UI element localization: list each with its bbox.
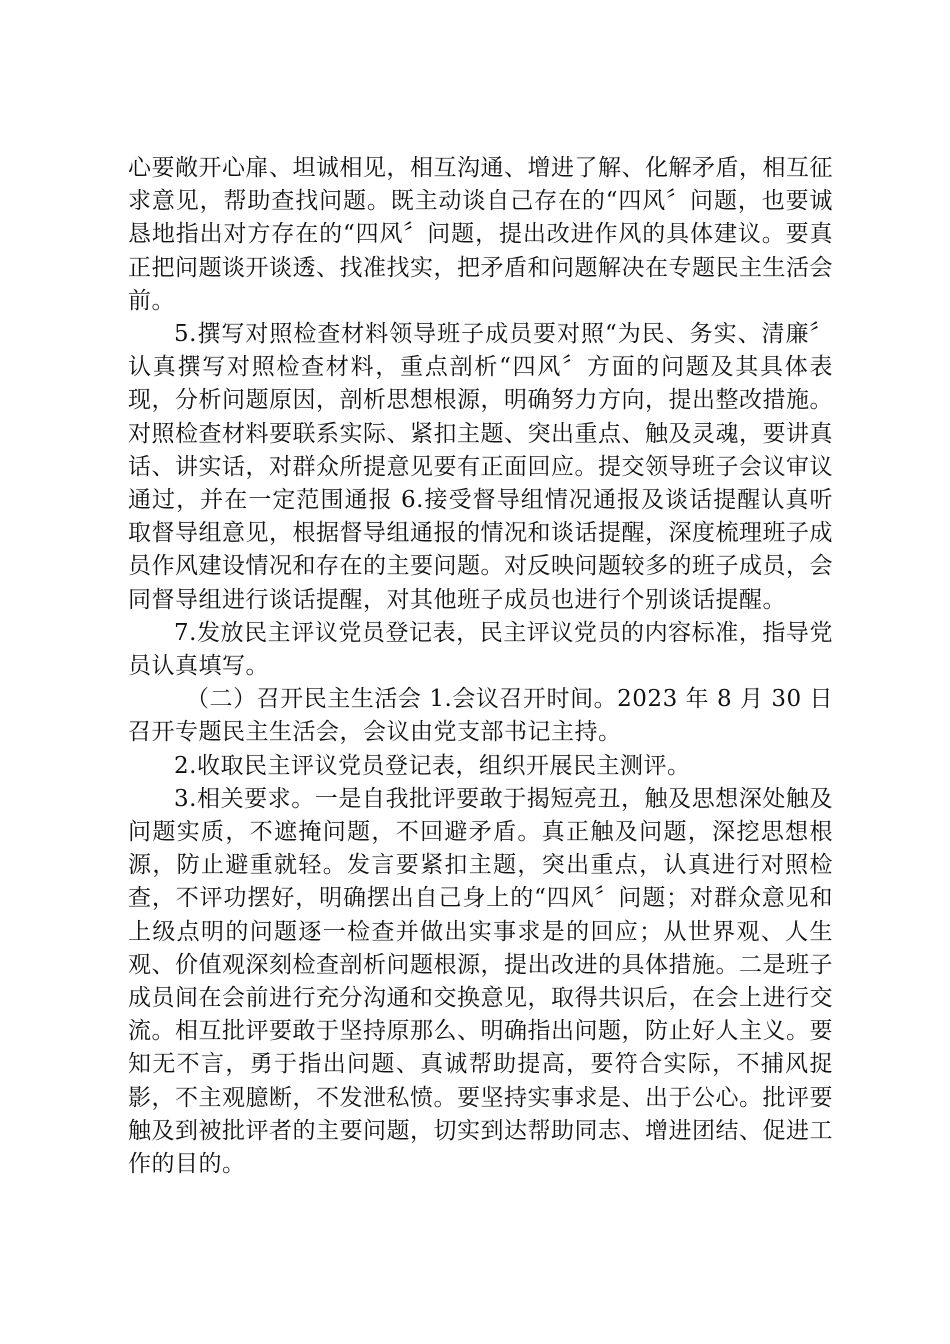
paragraph-item-7: 7.发放民主评议党员登记表，民主评议党员的内容标准，指导党员认真填写。: [128, 619, 833, 680]
paragraph-item-5: 5.撰写对照检查材料领导班子成员要对照“为民、务实、清廉〞认真撰写对照检查材料，重点剖析“四风〞方面的问题及其具体表现，分析问题原因，剖析思想根源，明确努力方向，提出整改措施。对照检查材料要联系实际、紧扣主题、突出重点、触及灵魂，要讲真话、讲实话，对群众所提意见要有正面回应。提交领导班子会议审议通过，并在一定范围通报 6.接受督导组情况通报及谈话提醒认真听取督导组意见，根据督导组通报的情况和谈话提醒，深度梳理班子成员作风建设情况和存在的主要问题。对反映问题较多的班子成员，会同督导组进行谈话提醒，对其他班子成员也进行个别谈话提醒。: [128, 321, 833, 613]
paragraph-section-2: （二）召开民主生活会 1.会议召开时间。2023 年 8 月 30 日召开专题民主生活会，会议由党支部书记主持。: [128, 686, 833, 746]
document-body: [128, 152, 833, 1181]
paragraph-item-2: 2.收取民主评议党员登记表，组织开展民主测评。: [174, 752, 691, 779]
paragraph-item-3: 3.相关要求。一是自我批评要敢于揭短亮丑，触及思想深处触及问题实质，不遮掩问题，不回避矛盾。真正触及问题，深挖思想根源，防止避重就轻。发言要紧扣主题，突出重点，认真进行对照检查，不评功摆好，明确摆出自己身上的“四风〞问题；对群众意见和上级点明的问题逐一检查并做出实事求是的回应；从世界观、人生观、价值观深刻检查剖析问题根源，提出改进的具体措施。二是班子成员间在会前进行充分沟通和交换意见，取得共识后，在会上进行交流。相互批评要敢于坚持原那么、明确指出问题，防止好人主义。要知无不言，勇于指出问题、真诚帮助提高，要符合实际，不捕风捉影，不主观臆断，不发泄私愤。要坚持实事求是、出于公心。批评要触及到被批评者的主要问题，切实到达帮助同志、增进团结、促进工作的目的。: [128, 785, 833, 1178]
paragraph-continuation: 心要敞开心扉、坦诚相见，相互沟通、增进了解、化解矛盾，相互征求意见，帮助查找问题。既主动谈自己存在的“四风〞问题，也要诚恳地指出对方存在的“四风〞问题，提出改进作风的具体建议。要真正把问题谈开谈透、找准找实，把矛盾和问题解决在专题民主生活会前。: [128, 155, 833, 314]
